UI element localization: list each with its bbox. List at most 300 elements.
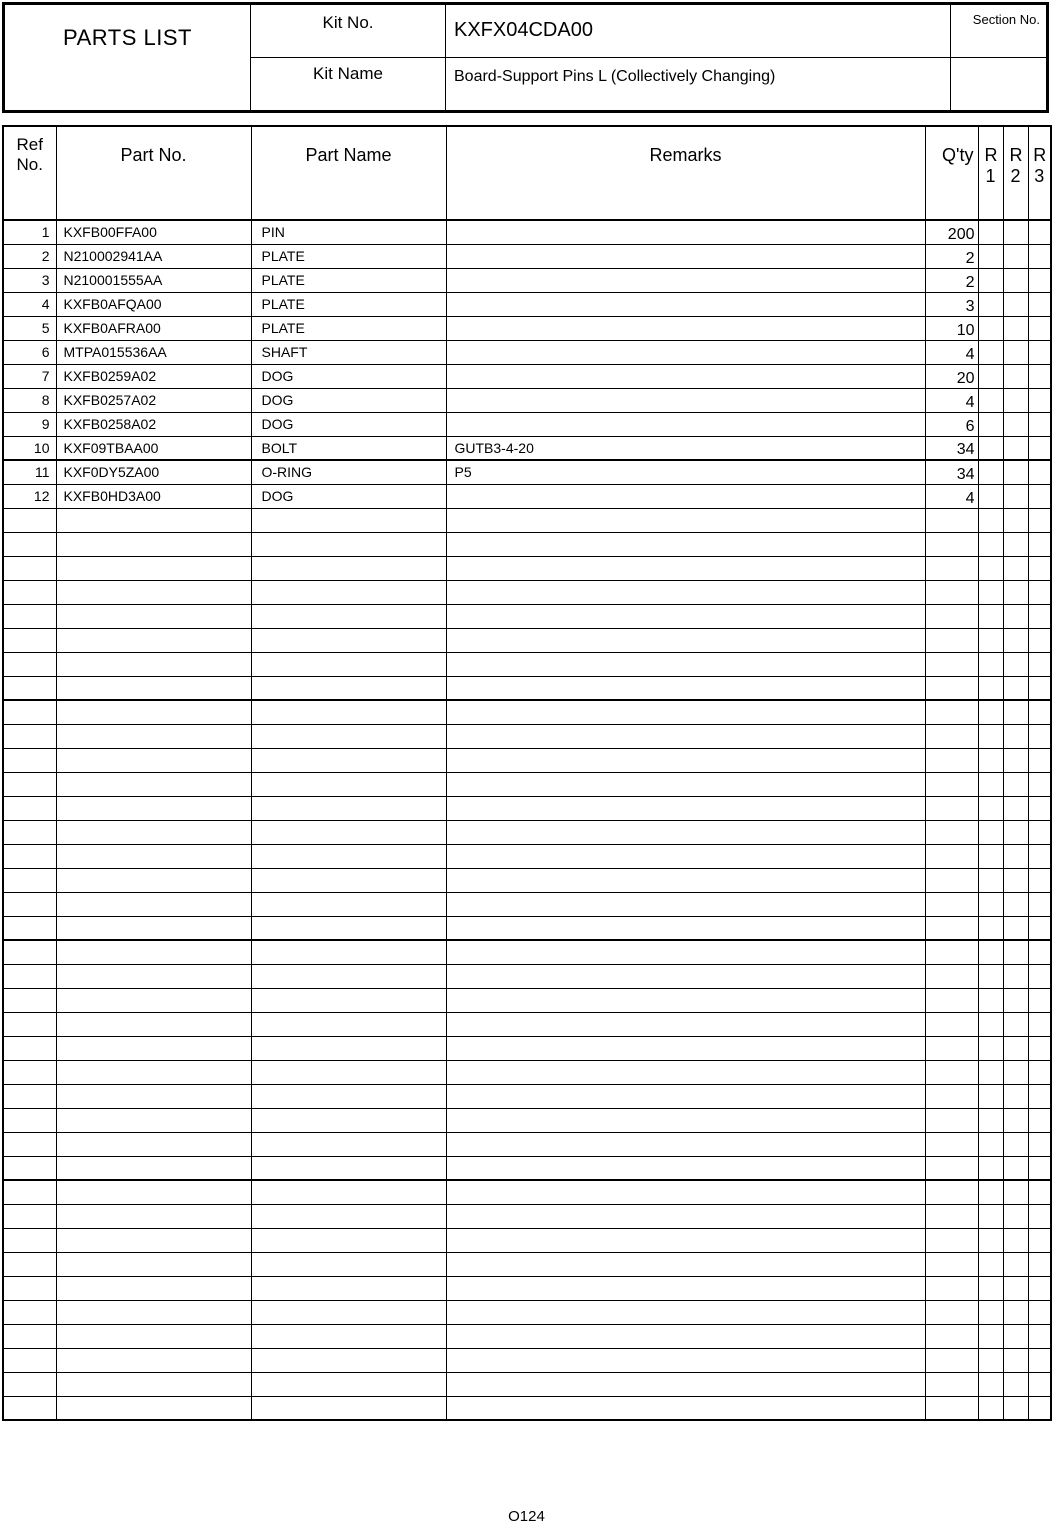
- cell-ref-no: [3, 1300, 56, 1324]
- cell-r3: [1028, 892, 1051, 916]
- cell-r2: [1003, 1012, 1028, 1036]
- cell-part-name: [251, 1348, 446, 1372]
- cell-qty: [925, 964, 978, 988]
- cell-part-name: BOLT: [251, 436, 446, 460]
- cell-r2: [1003, 748, 1028, 772]
- cell-part-name: [251, 1108, 446, 1132]
- cell-part-name: [251, 1132, 446, 1156]
- table-row: [3, 292, 1051, 316]
- cell-r2: [1003, 916, 1028, 940]
- cell-r2: [1003, 532, 1028, 556]
- cell-r3: [1028, 532, 1051, 556]
- cell-remarks: [446, 484, 925, 508]
- cell-qty: [925, 556, 978, 580]
- cell-r3: [1028, 1036, 1051, 1060]
- cell-r1: [978, 772, 1003, 796]
- cell-r1: [978, 532, 1003, 556]
- cell-qty: [925, 868, 978, 892]
- cell-part-name: [251, 532, 446, 556]
- cell-remarks: [446, 532, 925, 556]
- cell-r1: [978, 316, 1003, 340]
- table-row: [3, 940, 1051, 964]
- cell-r3: [1028, 964, 1051, 988]
- cell-ref-no: 10: [3, 436, 56, 460]
- cell-ref-no: 9: [3, 412, 56, 436]
- kit-no-value: KXFX04CDA00: [446, 5, 951, 58]
- table-row: [3, 1036, 1051, 1060]
- cell-part-name: [251, 1396, 446, 1420]
- cell-part-no: [56, 1012, 251, 1036]
- table-row: [3, 1276, 1051, 1300]
- col-header-qty: Q'ty: [925, 126, 978, 220]
- cell-qty: [925, 628, 978, 652]
- cell-r3: [1028, 508, 1051, 532]
- cell-ref-no: [3, 724, 56, 748]
- cell-part-no: [56, 820, 251, 844]
- parts-table: [2, 125, 1052, 1421]
- cell-remarks: [446, 364, 925, 388]
- cell-r3: [1028, 412, 1051, 436]
- cell-qty: 20: [925, 364, 978, 388]
- parts-table-body: [3, 220, 1051, 1420]
- cell-r3: [1028, 1108, 1051, 1132]
- cell-part-no: KXFB0HD3A00: [56, 484, 251, 508]
- cell-remarks: [446, 1348, 925, 1372]
- cell-ref-no: [3, 1252, 56, 1276]
- cell-r3: [1028, 628, 1051, 652]
- cell-r2: [1003, 1036, 1028, 1060]
- cell-part-no: [56, 796, 251, 820]
- cell-part-no: [56, 580, 251, 604]
- cell-r2: [1003, 964, 1028, 988]
- cell-r2: [1003, 676, 1028, 700]
- cell-r1: [978, 244, 1003, 268]
- col-header-r1: [978, 126, 1003, 220]
- cell-remarks: [446, 652, 925, 676]
- cell-r1: [978, 1012, 1003, 1036]
- cell-r2: [1003, 244, 1028, 268]
- cell-part-name: [251, 1204, 446, 1228]
- cell-r2: [1003, 340, 1028, 364]
- cell-part-name: O-RING: [251, 460, 446, 484]
- table-row: [3, 1060, 1051, 1084]
- cell-remarks: [446, 1324, 925, 1348]
- cell-part-no: [56, 1060, 251, 1084]
- cell-r1: [978, 556, 1003, 580]
- cell-part-no: [56, 676, 251, 700]
- table-row: [3, 748, 1051, 772]
- cell-qty: [925, 1252, 978, 1276]
- cell-r2: [1003, 1252, 1028, 1276]
- cell-qty: [925, 844, 978, 868]
- cell-r1: [978, 1084, 1003, 1108]
- cell-r3: [1028, 244, 1051, 268]
- cell-r3: [1028, 868, 1051, 892]
- cell-r3: [1028, 1252, 1051, 1276]
- cell-r2: [1003, 1300, 1028, 1324]
- cell-remarks: [446, 1156, 925, 1180]
- col-header-remarks: Remarks: [446, 126, 925, 220]
- cell-remarks: [446, 388, 925, 412]
- cell-remarks: [446, 1108, 925, 1132]
- parts-list-header: [2, 2, 1049, 113]
- cell-qty: [925, 1204, 978, 1228]
- cell-r2: [1003, 1204, 1028, 1228]
- cell-remarks: [446, 1396, 925, 1420]
- cell-r2: [1003, 1060, 1028, 1084]
- cell-r1: [978, 1324, 1003, 1348]
- cell-part-name: [251, 964, 446, 988]
- cell-part-name: [251, 1252, 446, 1276]
- cell-ref-no: 1: [3, 220, 56, 244]
- cell-part-name: [251, 868, 446, 892]
- cell-ref-no: [3, 868, 56, 892]
- cell-qty: [925, 1276, 978, 1300]
- cell-qty: [925, 724, 978, 748]
- cell-r1: [978, 1300, 1003, 1324]
- cell-part-no: [56, 844, 251, 868]
- cell-r3: [1028, 916, 1051, 940]
- cell-part-no: [56, 700, 251, 724]
- cell-qty: [925, 820, 978, 844]
- cell-r1: [978, 292, 1003, 316]
- cell-part-no: [56, 1180, 251, 1204]
- cell-r3: [1028, 1204, 1051, 1228]
- cell-r3: [1028, 340, 1051, 364]
- cell-r1: [978, 604, 1003, 628]
- cell-part-no: [56, 724, 251, 748]
- table-header-row: [3, 126, 1051, 220]
- cell-qty: 2: [925, 244, 978, 268]
- table-row: [3, 412, 1051, 436]
- cell-remarks: [446, 1084, 925, 1108]
- cell-qty: [925, 580, 978, 604]
- cell-part-no: MTPA015536AA: [56, 340, 251, 364]
- cell-qty: 4: [925, 484, 978, 508]
- cell-r2: [1003, 1132, 1028, 1156]
- cell-part-no: KXFB00FFA00: [56, 220, 251, 244]
- cell-remarks: [446, 916, 925, 940]
- cell-part-name: [251, 940, 446, 964]
- table-row: [3, 964, 1051, 988]
- kit-no-label: Kit No.: [251, 5, 446, 58]
- cell-ref-no: [3, 1156, 56, 1180]
- cell-qty: [925, 1132, 978, 1156]
- cell-r1: [978, 1036, 1003, 1060]
- cell-ref-no: [3, 700, 56, 724]
- cell-qty: [925, 1036, 978, 1060]
- cell-part-name: [251, 1036, 446, 1060]
- table-row: [3, 676, 1051, 700]
- cell-ref-no: [3, 940, 56, 964]
- cell-r3: [1028, 988, 1051, 1012]
- cell-r1: [978, 988, 1003, 1012]
- cell-r2: [1003, 220, 1028, 244]
- cell-r3: [1028, 1300, 1051, 1324]
- cell-ref-no: [3, 1108, 56, 1132]
- cell-ref-no: [3, 1324, 56, 1348]
- cell-ref-no: 11: [3, 460, 56, 484]
- cell-r3: [1028, 460, 1051, 484]
- cell-r3: [1028, 556, 1051, 580]
- cell-remarks: [446, 268, 925, 292]
- cell-r2: [1003, 868, 1028, 892]
- cell-qty: 10: [925, 316, 978, 340]
- cell-remarks: [446, 604, 925, 628]
- cell-r3: [1028, 748, 1051, 772]
- cell-part-name: [251, 844, 446, 868]
- cell-remarks: [446, 412, 925, 436]
- cell-ref-no: [3, 556, 56, 580]
- cell-part-no: [56, 772, 251, 796]
- cell-r3: [1028, 1084, 1051, 1108]
- cell-remarks: [446, 700, 925, 724]
- cell-part-no: [56, 1324, 251, 1348]
- cell-r1: [978, 700, 1003, 724]
- cell-part-no: KXF09TBAA00: [56, 436, 251, 460]
- cell-qty: [925, 1180, 978, 1204]
- col-header-r1-text: R 1: [984, 145, 998, 186]
- cell-part-no: KXFB0258A02: [56, 412, 251, 436]
- kit-name-value: Board-Support Pins L (Collectively Changing): [446, 58, 951, 111]
- cell-qty: 34: [925, 460, 978, 484]
- cell-part-name: [251, 1156, 446, 1180]
- section-no-label: Section No.: [951, 5, 1046, 58]
- table-row: [3, 1156, 1051, 1180]
- cell-qty: [925, 604, 978, 628]
- cell-remarks: [446, 1204, 925, 1228]
- cell-qty: 3: [925, 292, 978, 316]
- cell-r1: [978, 460, 1003, 484]
- cell-r3: [1028, 1372, 1051, 1396]
- cell-qty: [925, 988, 978, 1012]
- cell-r2: [1003, 484, 1028, 508]
- cell-r2: [1003, 508, 1028, 532]
- table-row: [3, 268, 1051, 292]
- cell-r1: [978, 796, 1003, 820]
- cell-r2: [1003, 988, 1028, 1012]
- cell-r3: [1028, 1324, 1051, 1348]
- cell-part-name: PLATE: [251, 316, 446, 340]
- cell-part-name: [251, 1180, 446, 1204]
- cell-r1: [978, 1156, 1003, 1180]
- cell-r3: [1028, 292, 1051, 316]
- cell-part-name: DOG: [251, 412, 446, 436]
- cell-r3: [1028, 580, 1051, 604]
- cell-r3: [1028, 1132, 1051, 1156]
- cell-part-no: KXF0DY5ZA00: [56, 460, 251, 484]
- table-row: [3, 820, 1051, 844]
- table-row: [3, 1324, 1051, 1348]
- table-row: [3, 1300, 1051, 1324]
- page-code: O124: [508, 1508, 545, 1525]
- table-row: [3, 1396, 1051, 1420]
- cell-part-no: KXFB0AFRA00: [56, 316, 251, 340]
- cell-remarks: [446, 1012, 925, 1036]
- table-row: [3, 1348, 1051, 1372]
- table-row: [3, 700, 1051, 724]
- cell-r2: [1003, 1156, 1028, 1180]
- table-row: [3, 508, 1051, 532]
- cell-part-name: [251, 988, 446, 1012]
- cell-r1: [978, 748, 1003, 772]
- cell-qty: [925, 1228, 978, 1252]
- col-header-r3-text: R 3: [1033, 145, 1047, 186]
- cell-r3: [1028, 1276, 1051, 1300]
- cell-part-no: [56, 916, 251, 940]
- cell-r1: [978, 628, 1003, 652]
- cell-remarks: [446, 1132, 925, 1156]
- cell-remarks: [446, 580, 925, 604]
- cell-r1: [978, 484, 1003, 508]
- cell-r1: [978, 436, 1003, 460]
- cell-part-name: SHAFT: [251, 340, 446, 364]
- cell-r3: [1028, 1228, 1051, 1252]
- cell-remarks: [446, 964, 925, 988]
- table-row: [3, 892, 1051, 916]
- cell-qty: [925, 748, 978, 772]
- cell-part-name: DOG: [251, 364, 446, 388]
- cell-r1: [978, 892, 1003, 916]
- cell-ref-no: [3, 844, 56, 868]
- cell-r2: [1003, 556, 1028, 580]
- cell-part-no: [56, 892, 251, 916]
- table-row: [3, 484, 1051, 508]
- cell-ref-no: 6: [3, 340, 56, 364]
- table-row: [3, 364, 1051, 388]
- cell-r3: [1028, 820, 1051, 844]
- cell-part-name: [251, 580, 446, 604]
- table-row: [3, 916, 1051, 940]
- cell-qty: [925, 892, 978, 916]
- cell-r2: [1003, 772, 1028, 796]
- cell-r2: [1003, 388, 1028, 412]
- cell-part-no: [56, 1276, 251, 1300]
- cell-part-name: [251, 652, 446, 676]
- cell-r1: [978, 1276, 1003, 1300]
- cell-qty: 6: [925, 412, 978, 436]
- table-row: [3, 556, 1051, 580]
- cell-r3: [1028, 316, 1051, 340]
- cell-part-no: [56, 1372, 251, 1396]
- cell-r1: [978, 1132, 1003, 1156]
- cell-remarks: [446, 892, 925, 916]
- cell-r2: [1003, 1324, 1028, 1348]
- cell-qty: 4: [925, 340, 978, 364]
- table-row: [3, 1228, 1051, 1252]
- col-header-r2-text: R 2: [1009, 145, 1023, 186]
- cell-r2: [1003, 844, 1028, 868]
- table-row: [3, 316, 1051, 340]
- table-row: [3, 1108, 1051, 1132]
- table-row: [3, 628, 1051, 652]
- cell-r3: [1028, 604, 1051, 628]
- cell-qty: 34: [925, 436, 978, 460]
- cell-ref-no: [3, 916, 56, 940]
- cell-part-no: KXFB0257A02: [56, 388, 251, 412]
- cell-ref-no: 12: [3, 484, 56, 508]
- cell-part-no: [56, 1084, 251, 1108]
- cell-r1: [978, 340, 1003, 364]
- cell-ref-no: [3, 964, 56, 988]
- cell-remarks: [446, 676, 925, 700]
- cell-ref-no: [3, 1396, 56, 1420]
- cell-qty: [925, 916, 978, 940]
- cell-qty: [925, 1156, 978, 1180]
- cell-r2: [1003, 1108, 1028, 1132]
- cell-r3: [1028, 1012, 1051, 1036]
- cell-part-name: [251, 556, 446, 580]
- table-row: [3, 724, 1051, 748]
- cell-ref-no: [3, 892, 56, 916]
- cell-ref-no: [3, 1228, 56, 1252]
- table-row: [3, 244, 1051, 268]
- cell-r2: [1003, 1228, 1028, 1252]
- cell-r2: [1003, 1180, 1028, 1204]
- cell-qty: 4: [925, 388, 978, 412]
- cell-part-no: [56, 1252, 251, 1276]
- col-header-part-no: Part No.: [56, 126, 251, 220]
- cell-r2: [1003, 1396, 1028, 1420]
- cell-remarks: [446, 868, 925, 892]
- table-row: [3, 1204, 1051, 1228]
- cell-part-name: [251, 1324, 446, 1348]
- cell-qty: [925, 1324, 978, 1348]
- table-row: [3, 460, 1051, 484]
- cell-ref-no: [3, 628, 56, 652]
- cell-part-name: PIN: [251, 220, 446, 244]
- cell-r1: [978, 676, 1003, 700]
- cell-remarks: [446, 1180, 925, 1204]
- cell-part-name: [251, 628, 446, 652]
- cell-part-no: [56, 868, 251, 892]
- cell-qty: [925, 1084, 978, 1108]
- cell-r1: [978, 1204, 1003, 1228]
- cell-ref-no: [3, 1180, 56, 1204]
- cell-r2: [1003, 652, 1028, 676]
- cell-r3: [1028, 844, 1051, 868]
- cell-r3: [1028, 484, 1051, 508]
- table-row: [3, 1372, 1051, 1396]
- cell-ref-no: [3, 532, 56, 556]
- cell-remarks: [446, 1036, 925, 1060]
- cell-r3: [1028, 700, 1051, 724]
- cell-ref-no: [3, 1060, 56, 1084]
- cell-part-no: [56, 1300, 251, 1324]
- cell-remarks: P5: [446, 460, 925, 484]
- table-row: [3, 988, 1051, 1012]
- cell-ref-no: 5: [3, 316, 56, 340]
- cell-qty: [925, 1060, 978, 1084]
- cell-r2: [1003, 820, 1028, 844]
- cell-part-no: [56, 1228, 251, 1252]
- cell-qty: [925, 940, 978, 964]
- cell-r1: [978, 964, 1003, 988]
- cell-ref-no: [3, 508, 56, 532]
- cell-r2: [1003, 316, 1028, 340]
- cell-part-name: [251, 700, 446, 724]
- cell-r1: [978, 1372, 1003, 1396]
- cell-r2: [1003, 892, 1028, 916]
- cell-r3: [1028, 796, 1051, 820]
- cell-remarks: [446, 724, 925, 748]
- cell-r1: [978, 916, 1003, 940]
- cell-ref-no: [3, 988, 56, 1012]
- kit-name-label: Kit Name: [251, 58, 446, 111]
- section-no-value: [951, 58, 1046, 111]
- cell-remarks: [446, 940, 925, 964]
- table-row: [3, 796, 1051, 820]
